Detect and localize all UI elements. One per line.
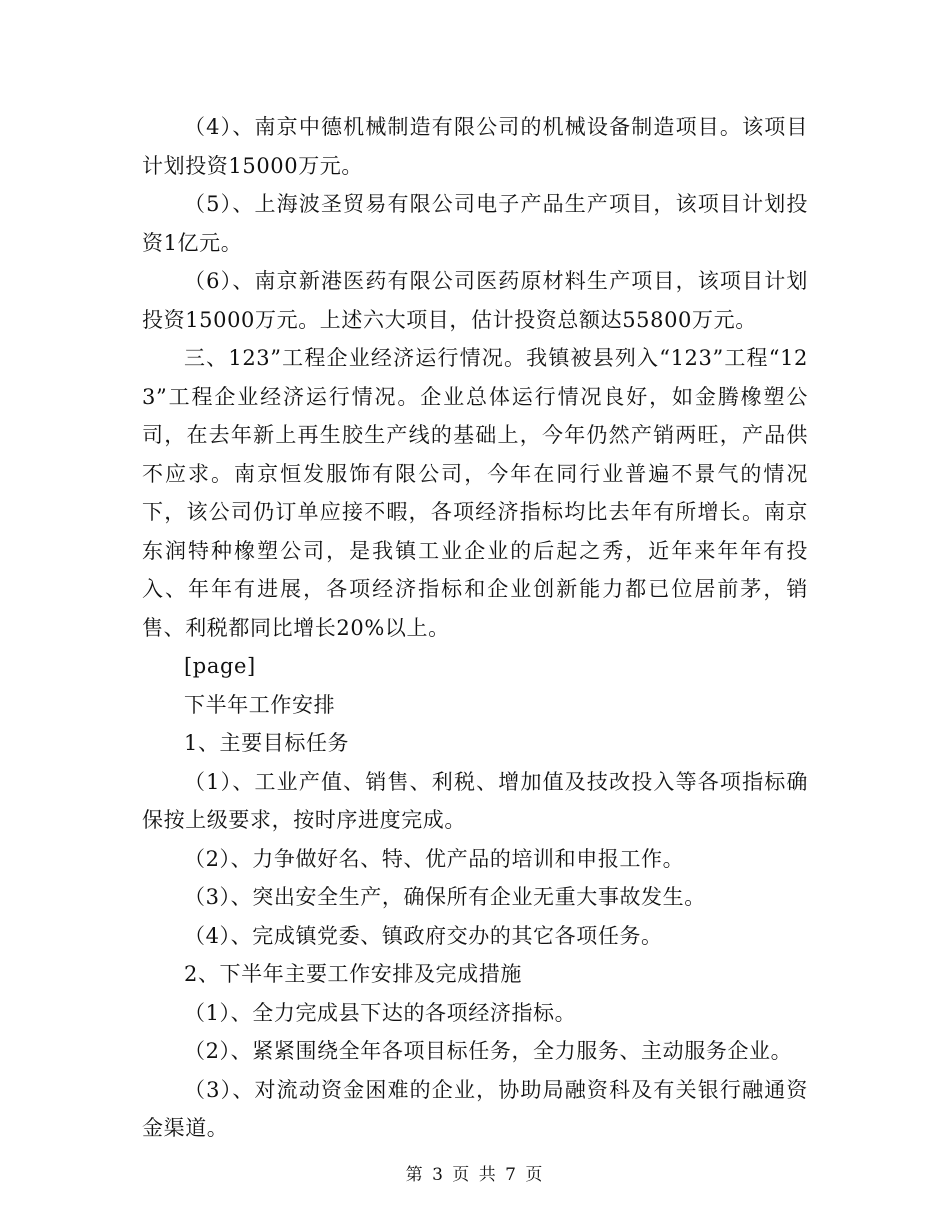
paragraph-target-4: （4）、完成镇党委、镇政府交办的其它各项任务。 bbox=[184, 923, 663, 948]
paragraph-plan-1: （1）、全力完成县下达的各项经济指标。 bbox=[184, 1000, 577, 1025]
document-body bbox=[142, 108, 808, 1148]
paragraph-target-2: （2）、力争做好名、特、优产品的培训和申报工作。 bbox=[184, 846, 685, 871]
paragraph-1: （4）、南京中德机械制造有限公司的机械设备制造项目。该项目计划投资15000万元。 bbox=[142, 115, 808, 178]
section-heading: 下半年工作安排 bbox=[184, 692, 336, 717]
page-footer: 第 3 页 共 7 页 bbox=[405, 1165, 545, 1185]
paragraph-plan-3: （3）、对流动资金困难的企业，协助局融资科及有关银行融通资金渠道。 bbox=[142, 1077, 808, 1140]
paragraph-4: 三、123”工程企业经济运行情况。我镇被县列入“123”工程“123”工程企业经济运行情况。企业总体运行情况良好，如金腾橡塑公司，在去年新上再生胶生产线的基础上，今年仍然产销两旺，产品供不应求。南京恒发服饰有限公司，今年在同行业普遍不景气的情况下，该公司仍订单应接不暇，各项经济指标均比去年有所增长。南京东润特种橡塑公司，是我镇工业企业的后起之秀，近年来年年有投入、年年有进展，各项经济指标和企业创新能力都已位居前茅，销售、利税都同比增长20%以上。 bbox=[142, 346, 808, 640]
paragraph-2: （5）、上海波圣贸易有限公司电子产品生产项目，该项目计划投资1亿元。 bbox=[142, 192, 808, 255]
paragraph-3: （6）、南京新港医药有限公司医药原材料生产项目，该项目计划投资15000万元。上述六大项目，估计投资总额达55800万元。 bbox=[142, 269, 808, 332]
page-marker: [page] bbox=[184, 654, 256, 678]
subheading-main-targets: 1、主要目标任务 bbox=[184, 731, 350, 755]
paragraph-target-3: （3）、突出安全生产，确保所有企业无重大事故发生。 bbox=[184, 885, 706, 909]
paragraph-plan-2: （2）、紧紧围绕全年各项目标任务，全力服务、主动服务企业。 bbox=[184, 1039, 793, 1063]
paragraph-target-1: （1）、工业产值、销售、利税、增加值及技改投入等各项指标确保按上级要求，按时序进度完成。 bbox=[142, 769, 808, 832]
subheading-work-plan: 2、下半年主要工作安排及完成措施 bbox=[184, 962, 522, 986]
